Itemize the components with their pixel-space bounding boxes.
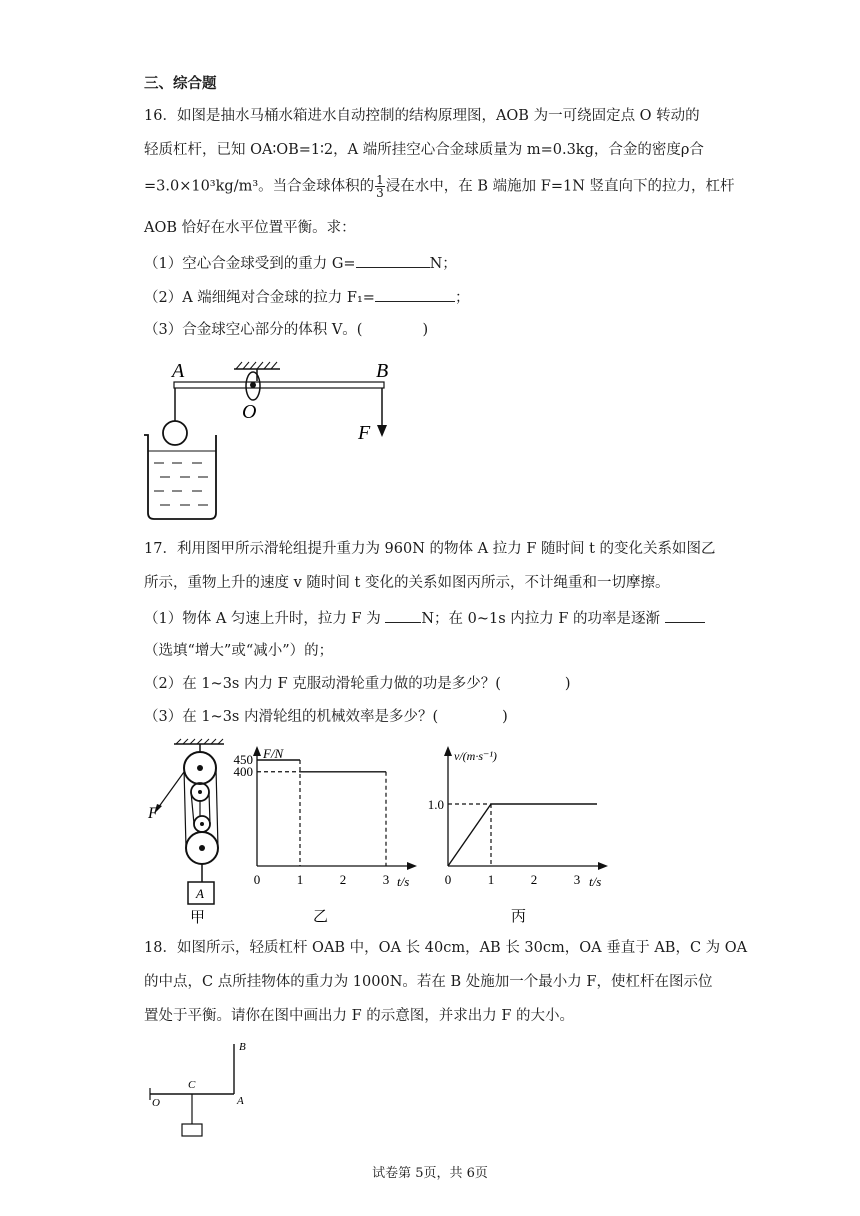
velocity-time-chart [415, 738, 615, 928]
velocity-ramp [448, 804, 491, 866]
q18-line-3: 置处于平衡。请你在图中画出力 F 的示意图，并求出力 F 的大小。 [144, 1008, 575, 1024]
page-footer: 试卷第 5页，共 6页 [372, 1166, 488, 1181]
q18-line-2: 的中点，C 点所挂物体的重力为 1000N。若在 B 处施加一个最小力 F，使杠杆在图示位 [144, 974, 713, 990]
x-tick-label: 1 [487, 872, 495, 887]
caption-jia: 甲 [190, 910, 206, 926]
x-tick-label: 0 [253, 872, 261, 887]
label-o: O [242, 401, 257, 423]
x-tick-label: 1 [296, 872, 304, 887]
q17-sub-1: （1）物体 A 匀速上升时，拉力 F 为 N；在 0~1s 内拉力 F 的功率是逐渐 [144, 607, 705, 629]
answer-blank[interactable] [385, 607, 421, 623]
x-tick-label: 0 [444, 872, 452, 887]
y-axis-label: F/N [263, 746, 284, 761]
q16-line-3-a: =3.0×10³kg/m³。当合金球体积的 [144, 178, 375, 195]
q17-line-2: 所示，重物上升的速度 v 随时间 t 变化的关系如图丙所示，不计绳重和一切摩擦。 [144, 575, 670, 591]
x-tick-label: 3 [382, 872, 390, 887]
q16-line-2: 轻质杠杆，已知 OA∶OB=1∶2，A 端所挂空心合金球质量为 m=0.3kg，合金的密度ρ合 [144, 142, 704, 158]
label-a: A [172, 360, 185, 382]
q17-sub-2: （2）在 1~3s 内力 F 克服动滑轮重力做的功是多少？( ) [144, 676, 571, 692]
y-tick-label: 400 [233, 763, 253, 779]
q16-sub-1: （1）空心合金球受到的重力 G= N； [144, 252, 457, 274]
q16-line-3-b: 浸在水中，在 B 端施加 F=1N 竖直向下的拉力，杠杆 [385, 178, 735, 195]
label-f: F [148, 805, 158, 822]
caption-bing: 丙 [511, 909, 527, 925]
lever-figure [140, 355, 440, 525]
x-tick-label: 2 [530, 872, 538, 887]
q16-line-4: AOB 恰好在水平位置平衡。求： [144, 220, 356, 236]
q17-line-1: 17．利用图甲所示滑轮组提升重力为 960N 的物体 A 拉力 F 随时间 t 的变化关系如图乙 [144, 541, 716, 557]
label-b: B [376, 360, 389, 382]
label-b: B [239, 1041, 246, 1053]
y-tick-label: 1.0 [427, 797, 444, 812]
label-f: F [358, 422, 371, 444]
caption-yi: 乙 [313, 909, 329, 925]
q18-line-1: 18．如图所示，轻质杠杆 OAB 中，OA 长 40cm，AB 长 30cm，OA 垂直于 AB，C 为 OA [144, 940, 748, 956]
label-a: A [237, 1095, 244, 1107]
bent-lever-figure [144, 1038, 274, 1148]
q16-sub-2: （2）A 端细绳对合金球的拉力 F₁= ； [144, 286, 469, 308]
answer-blank[interactable] [356, 252, 430, 268]
x-tick-label: 3 [573, 872, 581, 887]
label-a: A [196, 886, 204, 901]
pulley-figure [144, 738, 234, 928]
q17-sub-3: （3）在 1~3s 内滑轮组的机械效率是多少？( ) [144, 709, 508, 725]
label-o: O [152, 1097, 160, 1109]
answer-blank[interactable] [665, 607, 705, 623]
section-title: 三、综合题 [144, 75, 217, 92]
y-axis-label: v/(m·s⁻¹) [454, 749, 497, 763]
x-tick-label: 2 [339, 872, 347, 887]
q16-line-3 [144, 174, 735, 199]
x-axis-label: t/s [397, 874, 410, 889]
q17-sub-1-continued: （选填“增大”或“减小”）的； [144, 643, 334, 659]
label-c: C [188, 1079, 196, 1091]
x-axis-label: t/s [589, 874, 602, 889]
answer-blank[interactable] [375, 286, 455, 302]
q16-sub-3: （3）合金球空心部分的体积 V。( ) [144, 322, 429, 338]
q16-line-1: 16．如图是抽水马桶水箱进水自动控制的结构原理图，AOB 为一可绕固定点 O 转动的 [144, 108, 700, 124]
y-tick-label: 450 [233, 752, 253, 767]
force-time-chart [225, 738, 425, 928]
fraction-one-third: $\frac{1}{3}$ [376, 173, 384, 200]
